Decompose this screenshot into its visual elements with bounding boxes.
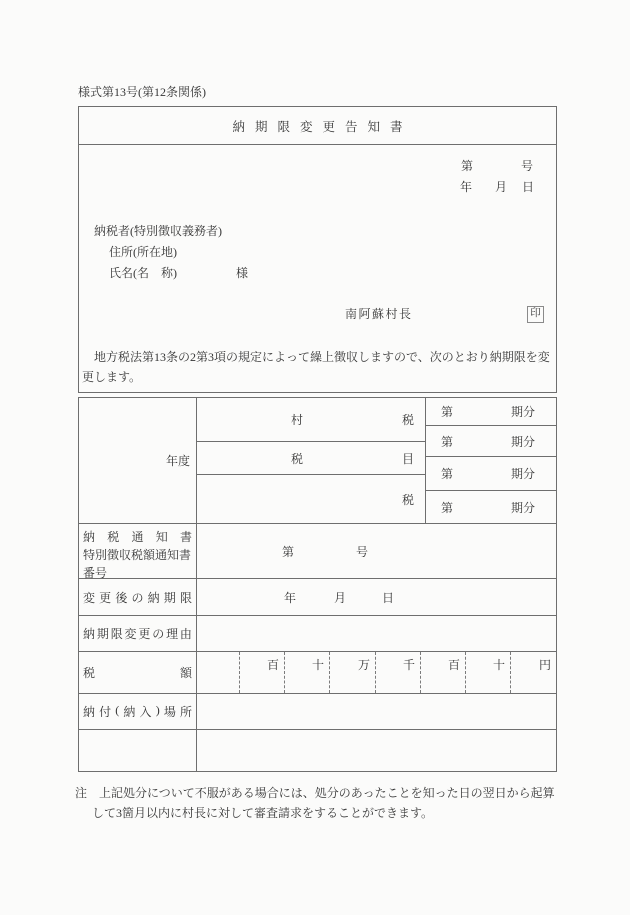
period-row xyxy=(426,426,556,457)
tax-amount-label-cell xyxy=(79,652,197,693)
digit-segment xyxy=(239,652,284,693)
body-paragraph: 地方税法第13条の2第3項の規定によって繰上徴収しますので、次のとおり納期限を変更します。 xyxy=(82,350,550,384)
payment-place-row xyxy=(79,694,556,730)
appeal-note-line1: 注 上記処分について不服がある場合には、処分のあったことを知った日の翌日から起算 xyxy=(75,786,555,800)
tax-item-block xyxy=(79,398,556,524)
appeal-note xyxy=(75,783,565,823)
digit-segment xyxy=(197,652,239,693)
main-table xyxy=(78,397,557,772)
form-number: 様式第13号(第12条関係) xyxy=(78,85,206,99)
period-suffix: 期分 xyxy=(510,467,535,481)
payment-place-label-cell xyxy=(79,694,197,729)
tax-name-left: 税 xyxy=(291,451,304,466)
new-deadline-value-cell xyxy=(197,579,556,615)
seal-mark: 印 xyxy=(527,306,544,323)
date-day-label: 日 xyxy=(521,180,534,194)
period-prefix: 第 xyxy=(441,434,454,449)
notice-no-prefix: 第 xyxy=(282,544,295,559)
period-row xyxy=(426,457,556,491)
digit-label: 円 xyxy=(538,658,551,672)
reason-label: 納 期 限 変 更 の 理 由 xyxy=(83,627,192,641)
doc-no-suffix: 号 xyxy=(520,159,533,173)
tax-name-left: 村 xyxy=(291,413,304,427)
amount-digit-columns xyxy=(197,652,556,693)
notice-label-line1: 納 税 通 知 書 xyxy=(83,530,192,544)
notice-number-value-cell xyxy=(197,524,556,578)
tax-name-right: 税 xyxy=(401,492,414,507)
date-month-label: 月 xyxy=(494,180,507,194)
empty-label-cell xyxy=(79,730,197,771)
empty-value-cell xyxy=(197,730,556,771)
doc-number-line xyxy=(461,157,533,174)
date-year-label: 年 xyxy=(459,180,472,194)
taxpayer-label: 納税者(特別徴収義務者) xyxy=(94,224,222,238)
payment-place-value-cell xyxy=(197,694,556,729)
tax-amount-row xyxy=(79,652,556,694)
period-prefix: 第 xyxy=(441,405,454,419)
payment-place-label: 納 付 ( 納 入 ) 場 所 xyxy=(83,703,192,719)
period-prefix: 第 xyxy=(441,467,454,481)
tax-name-right: 税 xyxy=(401,413,414,427)
tax-name-right: 目 xyxy=(401,451,414,466)
new-deadline-label-cell xyxy=(79,579,197,615)
address-label: 住所(所在地) xyxy=(109,245,177,259)
notice-number-row xyxy=(79,524,556,579)
deadline-month-label: 月 xyxy=(334,590,347,605)
form-title: 納期限変更告知書 xyxy=(79,107,556,145)
period-suffix: 期分 xyxy=(510,434,535,449)
tax-name-column xyxy=(197,398,426,523)
doc-no-prefix: 第 xyxy=(460,159,473,173)
tax-amount-label: 税 額 xyxy=(83,666,192,680)
notice-no-suffix: 号 xyxy=(356,544,369,559)
empty-row xyxy=(79,730,556,771)
date-line xyxy=(460,178,534,195)
tax-name-row xyxy=(197,398,425,442)
digit-segment xyxy=(329,652,375,693)
tax-amount-value-cell xyxy=(197,652,556,693)
digit-label: 万 xyxy=(357,658,370,672)
new-deadline-label: 変 更 後 の 納 期 限 xyxy=(83,590,192,605)
period-suffix: 期分 xyxy=(510,500,535,515)
notice-label-line3: 番号 xyxy=(83,566,108,580)
reason-value-cell xyxy=(197,616,556,651)
notice-number-label-cell xyxy=(79,524,197,578)
header-box xyxy=(78,106,557,393)
reason-row xyxy=(79,616,556,652)
deadline-year-label: 年 xyxy=(284,590,297,605)
digit-label: 十 xyxy=(492,658,505,672)
digit-segment xyxy=(420,652,465,693)
new-deadline-row xyxy=(79,579,556,616)
honorific-label: 様 xyxy=(236,266,249,280)
digit-segment xyxy=(510,652,556,693)
fiscal-year-cell xyxy=(79,398,197,523)
issuer-name: 南阿蘇村長 xyxy=(345,307,413,321)
period-suffix: 期分 xyxy=(510,405,535,419)
digit-label: 十 xyxy=(311,658,324,672)
period-prefix: 第 xyxy=(441,500,454,515)
digit-segment xyxy=(465,652,510,693)
digit-segment xyxy=(284,652,329,693)
digit-label: 百 xyxy=(447,658,460,672)
period-column xyxy=(426,398,556,523)
notice-label-line2: 特別徴収税額通知書 xyxy=(83,548,192,562)
appeal-note-line2: して3箇月以内に村長に対して審査請求をすることができます。 xyxy=(92,806,434,820)
tax-name-row xyxy=(197,442,425,475)
reason-label-cell xyxy=(79,616,197,651)
period-row xyxy=(426,398,556,426)
digit-segment xyxy=(375,652,420,693)
name-label: 氏名(名 称) xyxy=(109,266,177,280)
deadline-day-label: 日 xyxy=(382,590,395,605)
digit-label: 千 xyxy=(402,658,415,672)
digit-label: 百 xyxy=(266,658,279,672)
fiscal-year-label: 年度 xyxy=(165,454,190,468)
period-row xyxy=(426,491,556,523)
tax-name-row xyxy=(197,475,425,523)
